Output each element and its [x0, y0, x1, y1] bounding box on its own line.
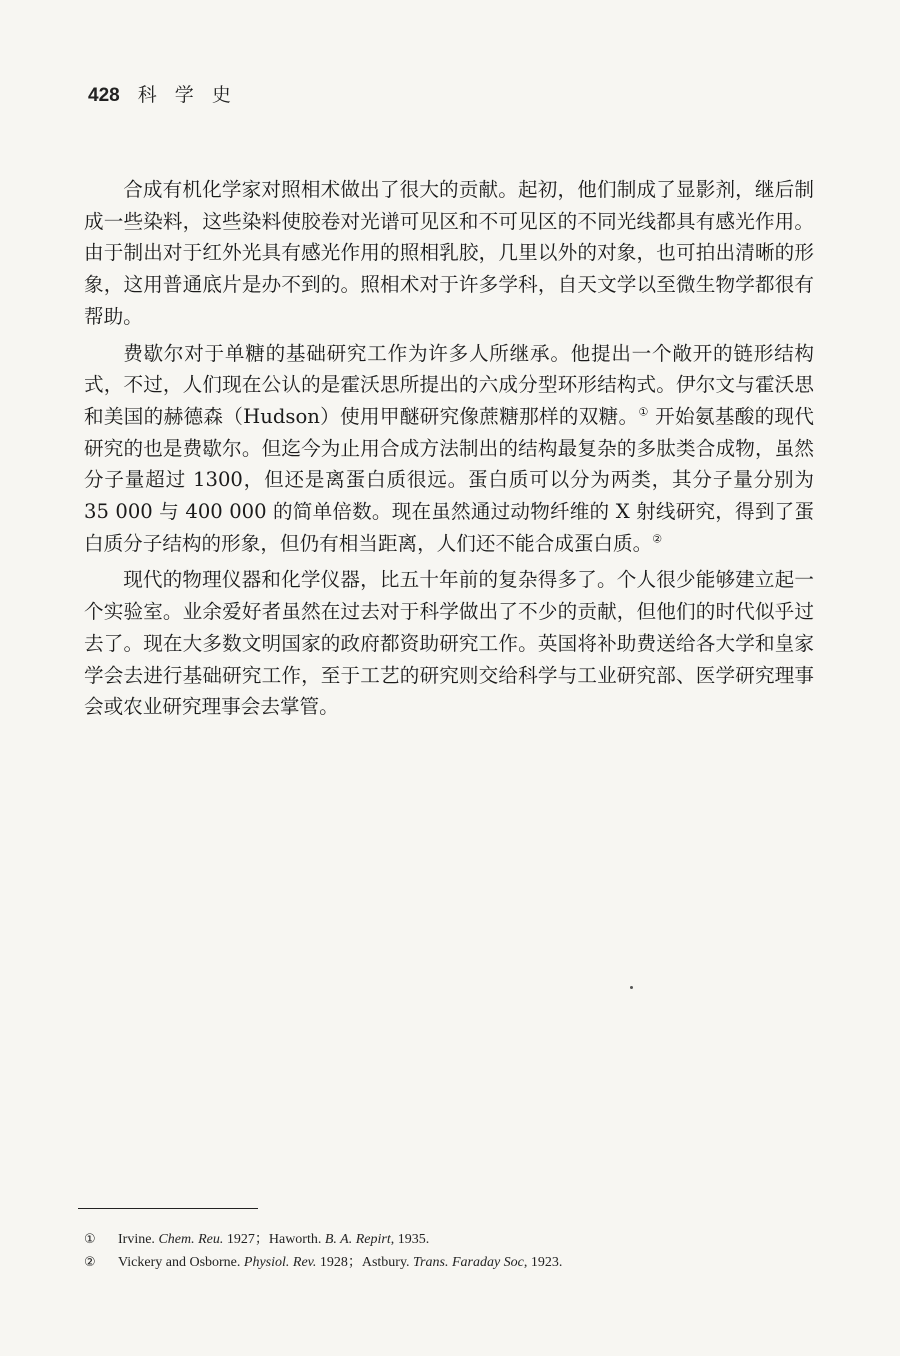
paragraph-text: 费歇尔对于单糖的基础研究工作为许多人所继承。他提出一个敞开的链形结构式，不过，人们现在公认的是霍沃思所提出的六成分型环形结构式。伊尔文与霍沃思和美国的赫德森（Hudson）使用甲醚研究像蔗糖那样的双糖。: [84, 341, 814, 428]
footnote: [84, 1251, 844, 1274]
paragraph-text: 合成有机化学家对照相术做出了很大的贡献。起初，他们制成了显影剂，继后制成一些染料，这些染料使胶卷对光谱可见区和不可见区的不同光线都具有感光作用。由于制出对于红外光具有感光作用的照相乳胶，几里以外的对象，也可拍出清晰的形象，这用普通底片是办不到的。照相术对于许多学科，自天文学以至微生物学都很有帮助。: [84, 178, 814, 328]
footnote-separator: [78, 1208, 258, 1209]
footnote-text: 1928；Astbury.: [316, 1255, 414, 1270]
page-number: 428: [88, 85, 120, 106]
footnote-text: 1927；Haworth.: [223, 1232, 325, 1247]
paragraph-text: 现代的物理仪器和化学仪器，比五十年前的复杂得多了。个人很少能够建立起一个实验室。业余爱好者虽然在过去对于科学做出了不少的贡献，但他们的时代似乎过去了。现在大多数文明国家的政府都资助研究工作。英国将补助费送给各大学和皇家学会去进行基础研究工作，至于工艺的研究则交给科学与工业研究部、医学研究理事会或农业研究理事会去掌管。: [84, 568, 814, 719]
paragraph: [84, 338, 814, 560]
paragraph-text: 开始氨基酸的现代研究的也是费歇尔。但迄今为止用合成方法制出的结构最复杂的多肽类合成物，虽然分子量超过 1300，但还是离蛋白质很远。蛋白质可以分为两类，其分子量分别为 35 000 与 400 000 的简单倍数。现在虽然通过动物纤维的 X 射线研究，得到了蛋白质分子结构的形象，但仍有相当距离，人们还不能合成蛋白质。: [84, 404, 814, 555]
footnote-ref[interactable]: ②: [652, 532, 663, 546]
print-speck: [630, 986, 633, 989]
book-title: 科 学 史: [137, 84, 237, 106]
footnote-mark: ②: [84, 1255, 96, 1270]
paragraph: [84, 174, 814, 333]
footnote-ref[interactable]: ①: [638, 405, 649, 419]
footnote-text: Vickery and Osborne.: [118, 1255, 244, 1270]
footnote-mark: ①: [84, 1232, 96, 1247]
running-header: [88, 80, 237, 107]
footnote: [84, 1228, 844, 1251]
footnote-text: , 1923.: [523, 1255, 563, 1270]
footnote-journal: Physiol. Rev.: [243, 1255, 317, 1270]
body-text: [84, 174, 814, 728]
footnote-journal: Trans. Faraday Soc: [413, 1255, 524, 1270]
footnotes: [84, 1228, 844, 1274]
paragraph: [84, 564, 814, 723]
footnote-text: , 1935.: [390, 1232, 430, 1247]
footnote-journal: B. A. Repirt: [324, 1232, 391, 1247]
footnote-text: Irvine.: [118, 1232, 159, 1247]
footnote-journal: Chem. Reu.: [158, 1232, 224, 1247]
